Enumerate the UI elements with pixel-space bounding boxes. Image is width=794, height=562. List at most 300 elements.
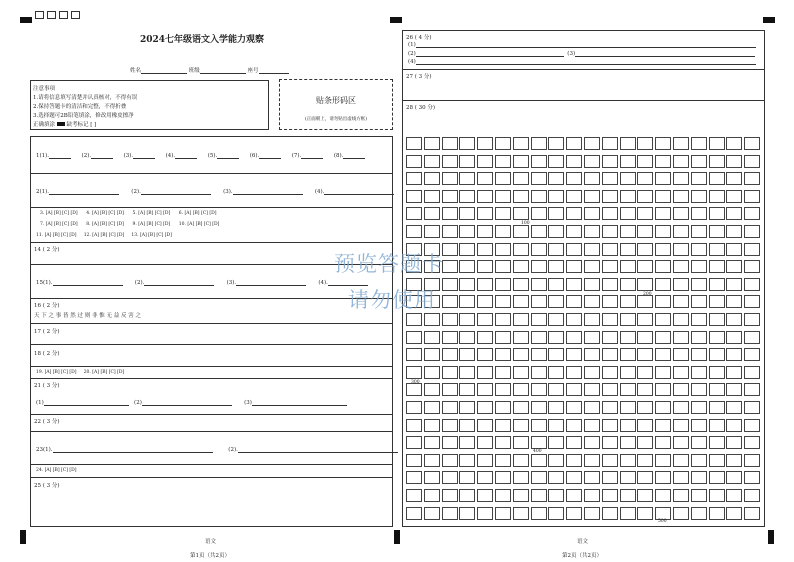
grid-cell[interactable] (602, 172, 618, 185)
grid-cell[interactable] (406, 207, 422, 220)
grid-cell[interactable] (442, 401, 458, 414)
grid-cell[interactable] (513, 383, 529, 396)
grid-cell[interactable] (531, 331, 547, 344)
grid-cell[interactable] (424, 172, 440, 185)
grid-cell[interactable] (620, 401, 636, 414)
grid-cell[interactable] (584, 366, 600, 379)
grid-cell[interactable] (459, 366, 475, 379)
grid-cell[interactable] (477, 155, 493, 168)
grid-cell[interactable] (584, 207, 600, 220)
grid-cell[interactable] (584, 383, 600, 396)
grid-cell[interactable] (477, 489, 493, 502)
grid-cell[interactable] (459, 313, 475, 326)
grid-cell[interactable] (442, 348, 458, 361)
grid-cell[interactable] (655, 207, 671, 220)
answer-blank[interactable] (324, 194, 394, 195)
grid-cell[interactable] (691, 295, 707, 308)
grid-cell[interactable] (744, 260, 760, 273)
grid-cell[interactable] (655, 331, 671, 344)
grid-cell[interactable] (655, 278, 671, 291)
answer-blank[interactable] (91, 158, 113, 159)
grid-cell[interactable] (709, 419, 725, 432)
grid-cell[interactable] (459, 155, 475, 168)
grid-cell[interactable] (691, 366, 707, 379)
grid-cell[interactable] (477, 419, 493, 432)
grid-cell[interactable] (744, 507, 760, 520)
grid-cell[interactable] (548, 225, 564, 238)
grid-cell[interactable] (566, 331, 582, 344)
grid-cell[interactable] (477, 172, 493, 185)
grid-cell[interactable] (709, 383, 725, 396)
grid-cell[interactable] (584, 278, 600, 291)
grid-cell[interactable] (424, 331, 440, 344)
grid-cell[interactable] (602, 471, 618, 484)
grid-cell[interactable] (513, 207, 529, 220)
grid-cell[interactable] (744, 155, 760, 168)
grid-cell[interactable] (709, 172, 725, 185)
grid-cell[interactable] (637, 419, 653, 432)
grid-cell[interactable] (655, 366, 671, 379)
grid-cell[interactable] (442, 454, 458, 467)
grid-cell[interactable] (726, 278, 742, 291)
grid-cell[interactable] (691, 207, 707, 220)
grid-cell[interactable] (477, 348, 493, 361)
grid-cell[interactable] (637, 489, 653, 502)
answer-blank[interactable] (233, 194, 303, 195)
grid-cell[interactable] (602, 366, 618, 379)
grid-cell[interactable] (548, 313, 564, 326)
grid-cell[interactable] (726, 331, 742, 344)
grid-cell[interactable] (531, 172, 547, 185)
grid-cell[interactable] (726, 507, 742, 520)
grid-cell[interactable] (602, 190, 618, 203)
grid-cell[interactable] (726, 454, 742, 467)
grid-cell[interactable] (655, 348, 671, 361)
grid-cell[interactable] (495, 383, 511, 396)
grid-cell[interactable] (442, 331, 458, 344)
grid-cell[interactable] (477, 137, 493, 150)
grid-cell[interactable] (655, 313, 671, 326)
grid-cell[interactable] (531, 454, 547, 467)
grid-cell[interactable] (548, 489, 564, 502)
grid-cell[interactable] (495, 313, 511, 326)
grid-cell[interactable] (406, 436, 422, 449)
grid-cell[interactable] (566, 313, 582, 326)
grid-cell[interactable] (620, 348, 636, 361)
grid-cell[interactable] (726, 207, 742, 220)
grid-cell[interactable] (584, 313, 600, 326)
grid-cell[interactable] (424, 419, 440, 432)
grid-cell[interactable] (744, 383, 760, 396)
grid-cell[interactable] (584, 155, 600, 168)
answer-blank[interactable] (44, 405, 129, 406)
grid-cell[interactable] (548, 331, 564, 344)
grid-cell[interactable] (655, 401, 671, 414)
grid-cell[interactable] (459, 507, 475, 520)
grid-cell[interactable] (744, 401, 760, 414)
grid-cell[interactable] (691, 401, 707, 414)
grid-cell[interactable] (691, 348, 707, 361)
grid-cell[interactable] (477, 243, 493, 256)
grid-cell[interactable] (584, 454, 600, 467)
grid-cell[interactable] (531, 489, 547, 502)
grid-cell[interactable] (442, 155, 458, 168)
answer-blank[interactable] (141, 194, 211, 195)
answer-blank[interactable] (301, 158, 323, 159)
grid-cell[interactable] (442, 507, 458, 520)
grid-cell[interactable] (709, 225, 725, 238)
grid-cell[interactable] (459, 348, 475, 361)
grid-cell[interactable] (424, 313, 440, 326)
answer-blank[interactable] (217, 158, 239, 159)
grid-cell[interactable] (566, 489, 582, 502)
grid-cell[interactable] (709, 331, 725, 344)
grid-cell[interactable] (673, 207, 689, 220)
answer-blank[interactable] (53, 452, 213, 453)
grid-cell[interactable] (602, 295, 618, 308)
grid-cell[interactable] (726, 260, 742, 273)
grid-cell[interactable] (477, 401, 493, 414)
grid-cell[interactable] (513, 436, 529, 449)
grid-cell[interactable] (637, 471, 653, 484)
grid-cell[interactable] (620, 225, 636, 238)
grid-cell[interactable] (548, 260, 564, 273)
grid-cell[interactable] (459, 419, 475, 432)
grid-cell[interactable] (655, 260, 671, 273)
grid-cell[interactable] (442, 471, 458, 484)
grid-cell[interactable] (513, 137, 529, 150)
grid-cell[interactable] (602, 278, 618, 291)
grid-cell[interactable] (459, 331, 475, 344)
grid-cell[interactable] (655, 471, 671, 484)
choice-row[interactable]: 3. [A] [B] [C] [D] 4. [A] [B] [C] [D] 5. [A] [B] [C] [D] 6. [A] [B] [C] [D] (40, 211, 217, 216)
grid-cell[interactable] (495, 172, 511, 185)
grid-cell[interactable] (655, 137, 671, 150)
class-field[interactable] (200, 73, 246, 74)
grid-cell[interactable] (726, 489, 742, 502)
grid-cell[interactable] (602, 436, 618, 449)
grid-cell[interactable] (584, 471, 600, 484)
answer-blank[interactable] (175, 158, 197, 159)
grid-cell[interactable] (673, 260, 689, 273)
grid-cell[interactable] (513, 295, 529, 308)
grid-cell[interactable] (495, 207, 511, 220)
grid-cell[interactable] (424, 383, 440, 396)
grid-cell[interactable] (637, 331, 653, 344)
grid-cell[interactable] (620, 207, 636, 220)
grid-cell[interactable] (637, 260, 653, 273)
grid-cell[interactable] (620, 313, 636, 326)
answer-blank[interactable] (416, 64, 756, 65)
grid-cell[interactable] (726, 243, 742, 256)
grid-cell[interactable] (513, 331, 529, 344)
grid-cell[interactable] (548, 172, 564, 185)
grid-cell[interactable] (673, 278, 689, 291)
grid-cell[interactable] (744, 489, 760, 502)
grid-cell[interactable] (637, 313, 653, 326)
grid-cell[interactable] (495, 366, 511, 379)
grid-cell[interactable] (495, 295, 511, 308)
grid-cell[interactable] (744, 137, 760, 150)
grid-cell[interactable] (566, 348, 582, 361)
grid-cell[interactable] (459, 489, 475, 502)
grid-cell[interactable] (459, 225, 475, 238)
grid-cell[interactable] (531, 348, 547, 361)
grid-cell[interactable] (442, 419, 458, 432)
grid-cell[interactable] (602, 260, 618, 273)
grid-cell[interactable] (620, 172, 636, 185)
grid-cell[interactable] (620, 137, 636, 150)
grid-cell[interactable] (709, 278, 725, 291)
grid-cell[interactable] (442, 295, 458, 308)
grid-cell[interactable] (691, 155, 707, 168)
grid-cell[interactable] (602, 331, 618, 344)
grid-cell[interactable] (584, 507, 600, 520)
grid-cell[interactable] (442, 207, 458, 220)
grid-cell[interactable] (459, 207, 475, 220)
grid-cell[interactable] (655, 454, 671, 467)
grid-cell[interactable] (655, 190, 671, 203)
grid-cell[interactable] (709, 190, 725, 203)
grid-cell[interactable] (584, 172, 600, 185)
grid-cell[interactable] (548, 137, 564, 150)
grid-cell[interactable] (566, 225, 582, 238)
grid-cell[interactable] (620, 366, 636, 379)
grid-cell[interactable] (620, 383, 636, 396)
seat-field[interactable] (259, 73, 289, 74)
grid-cell[interactable] (709, 471, 725, 484)
answer-blank[interactable] (236, 285, 306, 286)
grid-cell[interactable] (495, 454, 511, 467)
grid-cell[interactable] (673, 436, 689, 449)
grid-cell[interactable] (673, 243, 689, 256)
grid-cell[interactable] (673, 155, 689, 168)
grid-cell[interactable] (691, 331, 707, 344)
grid-cell[interactable] (691, 137, 707, 150)
grid-cell[interactable] (602, 313, 618, 326)
answer-blank[interactable] (49, 158, 71, 159)
grid-cell[interactable] (655, 436, 671, 449)
grid-cell[interactable] (566, 419, 582, 432)
grid-cell[interactable] (726, 190, 742, 203)
answer-blank[interactable] (144, 285, 214, 286)
grid-cell[interactable] (602, 401, 618, 414)
grid-cell[interactable] (673, 313, 689, 326)
grid-cell[interactable] (637, 137, 653, 150)
grid-cell[interactable] (602, 243, 618, 256)
grid-cell[interactable] (673, 348, 689, 361)
grid-cell[interactable] (566, 507, 582, 520)
grid-cell[interactable] (602, 225, 618, 238)
grid-cell[interactable] (531, 471, 547, 484)
grid-cell[interactable] (691, 313, 707, 326)
grid-cell[interactable] (495, 348, 511, 361)
grid-cell[interactable] (602, 155, 618, 168)
grid-cell[interactable] (513, 348, 529, 361)
grid-cell[interactable] (477, 331, 493, 344)
grid-cell[interactable] (691, 419, 707, 432)
grid-cell[interactable] (584, 419, 600, 432)
grid-cell[interactable] (744, 225, 760, 238)
grid-cell[interactable] (584, 489, 600, 502)
grid-cell[interactable] (620, 155, 636, 168)
grid-cell[interactable] (620, 454, 636, 467)
answer-blank[interactable] (133, 158, 155, 159)
grid-cell[interactable] (620, 489, 636, 502)
grid-cell[interactable] (655, 225, 671, 238)
answer-blank[interactable] (53, 285, 123, 286)
grid-cell[interactable] (691, 172, 707, 185)
grid-cell[interactable] (566, 278, 582, 291)
answer-blank[interactable] (259, 158, 281, 159)
answer-blank[interactable] (142, 405, 232, 406)
grid-cell[interactable] (744, 454, 760, 467)
grid-cell[interactable] (495, 137, 511, 150)
grid-cell[interactable] (620, 436, 636, 449)
grid-cell[interactable] (495, 489, 511, 502)
grid-cell[interactable] (584, 436, 600, 449)
grid-cell[interactable] (424, 454, 440, 467)
grid-cell[interactable] (566, 207, 582, 220)
grid-cell[interactable] (406, 331, 422, 344)
grid-cell[interactable] (655, 155, 671, 168)
grid-cell[interactable] (548, 295, 564, 308)
grid-cell[interactable] (602, 507, 618, 520)
grid-cell[interactable] (726, 419, 742, 432)
grid-cell[interactable] (566, 137, 582, 150)
grid-cell[interactable] (691, 507, 707, 520)
grid-cell[interactable] (566, 172, 582, 185)
grid-cell[interactable] (620, 190, 636, 203)
grid-cell[interactable] (673, 401, 689, 414)
grid-cell[interactable] (513, 155, 529, 168)
grid-cell[interactable] (459, 401, 475, 414)
grid-cell[interactable] (673, 137, 689, 150)
grid-cell[interactable] (513, 225, 529, 238)
grid-cell[interactable] (655, 489, 671, 502)
grid-cell[interactable] (424, 366, 440, 379)
grid-cell[interactable] (709, 507, 725, 520)
grid-cell[interactable] (709, 155, 725, 168)
grid-cell[interactable] (548, 383, 564, 396)
grid-cell[interactable] (442, 190, 458, 203)
grid-cell[interactable] (637, 225, 653, 238)
grid-cell[interactable] (673, 172, 689, 185)
grid-cell[interactable] (637, 190, 653, 203)
grid-cell[interactable] (726, 155, 742, 168)
grid-cell[interactable] (531, 313, 547, 326)
grid-cell[interactable] (531, 295, 547, 308)
grid-cell[interactable] (744, 190, 760, 203)
grid-cell[interactable] (531, 383, 547, 396)
grid-cell[interactable] (548, 278, 564, 291)
grid-cell[interactable] (548, 401, 564, 414)
grid-cell[interactable] (673, 366, 689, 379)
grid-cell[interactable] (459, 243, 475, 256)
grid-cell[interactable] (744, 419, 760, 432)
grid-cell[interactable] (726, 383, 742, 396)
grid-cell[interactable] (620, 243, 636, 256)
grid-cell[interactable] (691, 260, 707, 273)
grid-cell[interactable] (477, 507, 493, 520)
grid-cell[interactable] (584, 348, 600, 361)
grid-cell[interactable] (513, 278, 529, 291)
grid-cell[interactable] (477, 436, 493, 449)
grid-cell[interactable] (744, 366, 760, 379)
grid-cell[interactable] (513, 366, 529, 379)
grid-cell[interactable] (744, 278, 760, 291)
grid-cell[interactable] (513, 454, 529, 467)
grid-cell[interactable] (477, 454, 493, 467)
grid-cell[interactable] (442, 383, 458, 396)
grid-cell[interactable] (442, 225, 458, 238)
grid-cell[interactable] (424, 137, 440, 150)
grid-cell[interactable] (655, 243, 671, 256)
grid-cell[interactable] (726, 313, 742, 326)
grid-cell[interactable] (424, 401, 440, 414)
grid-cell[interactable] (691, 471, 707, 484)
grid-cell[interactable] (406, 137, 422, 150)
grid-cell[interactable] (442, 366, 458, 379)
grid-cell[interactable] (673, 383, 689, 396)
grid-cell[interactable] (424, 348, 440, 361)
grid-cell[interactable] (602, 137, 618, 150)
grid-cell[interactable] (691, 436, 707, 449)
grid-cell[interactable] (424, 155, 440, 168)
grid-cell[interactable] (477, 260, 493, 273)
grid-cell[interactable] (584, 190, 600, 203)
grid-cell[interactable] (637, 383, 653, 396)
grid-cell[interactable] (709, 295, 725, 308)
grid-cell[interactable] (709, 260, 725, 273)
grid-cell[interactable] (495, 507, 511, 520)
grid-cell[interactable] (673, 454, 689, 467)
grid-cell[interactable] (620, 278, 636, 291)
grid-cell[interactable] (709, 313, 725, 326)
grid-cell[interactable] (459, 172, 475, 185)
grid-cell[interactable] (709, 436, 725, 449)
grid-cell[interactable] (637, 507, 653, 520)
grid-cell[interactable] (477, 207, 493, 220)
grid-cell[interactable] (424, 471, 440, 484)
grid-cell[interactable] (673, 471, 689, 484)
grid-cell[interactable] (459, 454, 475, 467)
grid-cell[interactable] (548, 190, 564, 203)
grid-cell[interactable] (709, 348, 725, 361)
grid-cell[interactable] (406, 401, 422, 414)
grid-cell[interactable] (548, 454, 564, 467)
grid-cell[interactable] (637, 436, 653, 449)
grid-cell[interactable] (424, 436, 440, 449)
grid-cell[interactable] (406, 489, 422, 502)
grid-cell[interactable] (637, 243, 653, 256)
grid-cell[interactable] (637, 207, 653, 220)
grid-cell[interactable] (531, 436, 547, 449)
grid-cell[interactable] (584, 243, 600, 256)
grid-cell[interactable] (406, 172, 422, 185)
grid-cell[interactable] (531, 190, 547, 203)
grid-cell[interactable] (584, 295, 600, 308)
choice-row[interactable]: 24. [A] [B] [C] [D] (36, 468, 77, 473)
grid-cell[interactable] (477, 471, 493, 484)
grid-cell[interactable] (495, 243, 511, 256)
grid-cell[interactable] (673, 507, 689, 520)
grid-cell[interactable] (620, 331, 636, 344)
grid-cell[interactable] (726, 366, 742, 379)
grid-cell[interactable] (513, 471, 529, 484)
grid-cell[interactable] (513, 190, 529, 203)
grid-cell[interactable] (424, 489, 440, 502)
